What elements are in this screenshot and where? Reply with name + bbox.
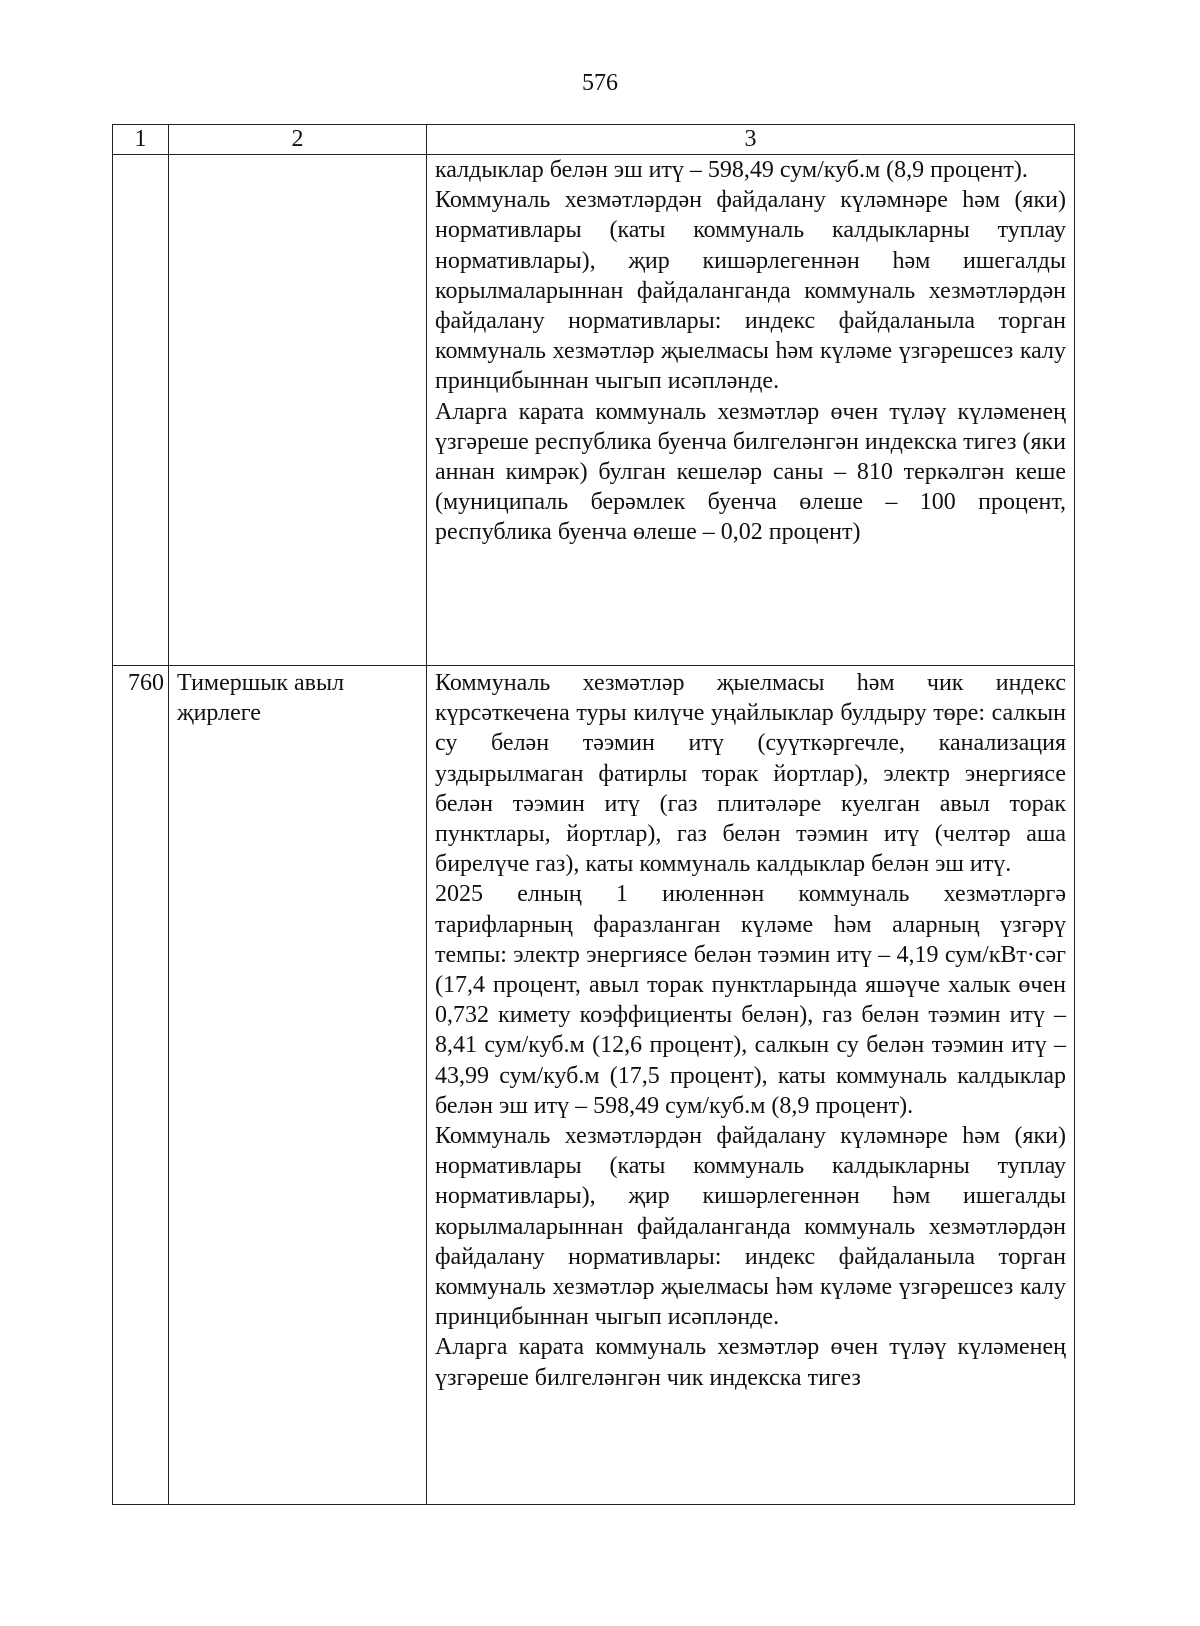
column-header-2: 2 (169, 125, 427, 155)
paragraph: Аларга карата коммуналь хезмәтләр өчен түләү күләменең үзгәреше республика буенча билгеләнгән индекска тигез (яки аннан кимрәк) булган кешеләр саны – 810 теркәлгән кеше (муниципаль берәмлек буенча өлеше – 100 процент, республика буенча өлеше – 0,02 процент) (435, 398, 1066, 546)
paragraph: Коммуналь хезмәтләрдән файдалану күләмнәре һәм (яки) нормативлары (каты коммуналь калдыкларны туплау нормативлары), җир кишәрлегеннән һәм ишегалды корылмаларыннан файдаланганда коммуналь хезмәтләрдән файдалану нормативлары: индекс файдаланыла торган коммуналь хезмәтләр җыелмасы һәм күләме үзгәрешсез калу принцибыннан чыгып исәпләнде. (435, 1123, 1066, 1331)
paragraph: Коммуналь хезмәтләрдән файдалану күләмнәре һәм (яки) нормативлары (каты коммуналь калдыкларны туплау нормативлары), җир кишәрлегеннән һәм ишегалды корылмаларыннан файдаланганда коммуналь хезмәтләрдән файдалану нормативлары: индекс файдаланыла торган коммуналь хезмәтләр җыелмасы һәм күләме үзгәрешсез калу принцибыннан чыгып исәпләнде. (435, 187, 1066, 395)
description-cell (427, 155, 1075, 666)
paragraph: Коммуналь хезмәтләр җыелмасы һәм чик индекс күрсәткечена туры килүче уңайлыклар булдыру төре: салкын су белән тәэмин итү (суүткәргечле, канализация уздырылмаган фатирлы торак йортлар), электр энергиясе белән тәэмин итү (газ плитәләре куелган авыл торак пунктлары, йортлар), газ белән тәэмин итү (челтәр аша бирелүче газ), каты коммуналь калдыклар белән эш итү. (435, 670, 1066, 878)
table-header-row (113, 125, 1075, 155)
row-number-cell (113, 155, 169, 666)
column-header-1: 1 (113, 125, 169, 155)
document-table (112, 124, 1075, 1505)
table-row (113, 155, 1075, 666)
description-cell (427, 666, 1075, 1505)
paragraph: калдыклар белән эш итү – 598,49 сум/куб.м (8,9 процент). (435, 157, 1028, 183)
settlement-name-cell (169, 155, 427, 666)
row-number-cell: 760 (113, 666, 169, 1505)
paragraph: 2025 елның 1 июленнән коммуналь хезмәтләргә тарифларның фаразланган күләме һәм аларның үзгәрү темпы: электр энергиясе белән тәэмин итү – 4,19 сум/кВт·сәг (17,4 процент, авыл торак пунктларында яшәүче халык өчен 0,732 кимету коэффициенты белән), газ белән тәэмин итү – 8,41 сум/куб.м (12,6 процент), салкын су белән тәэмин итү – 43,99 сум/куб.м (17,5 процент), каты коммуналь калдыклар белән эш итү – 598,49 сум/куб.м (8,9 процент). (435, 881, 1066, 1119)
settlement-name-cell: Тимершык авыл җирлеге (169, 666, 427, 1505)
page-number: 576 (582, 70, 618, 96)
table-row (113, 666, 1075, 1505)
column-header-3: 3 (427, 125, 1075, 155)
paragraph: Аларга карата коммуналь хезмәтләр өчен түләү күләменең үзгәреше билгеләнгән чик индекска тигез (435, 1334, 1066, 1391)
